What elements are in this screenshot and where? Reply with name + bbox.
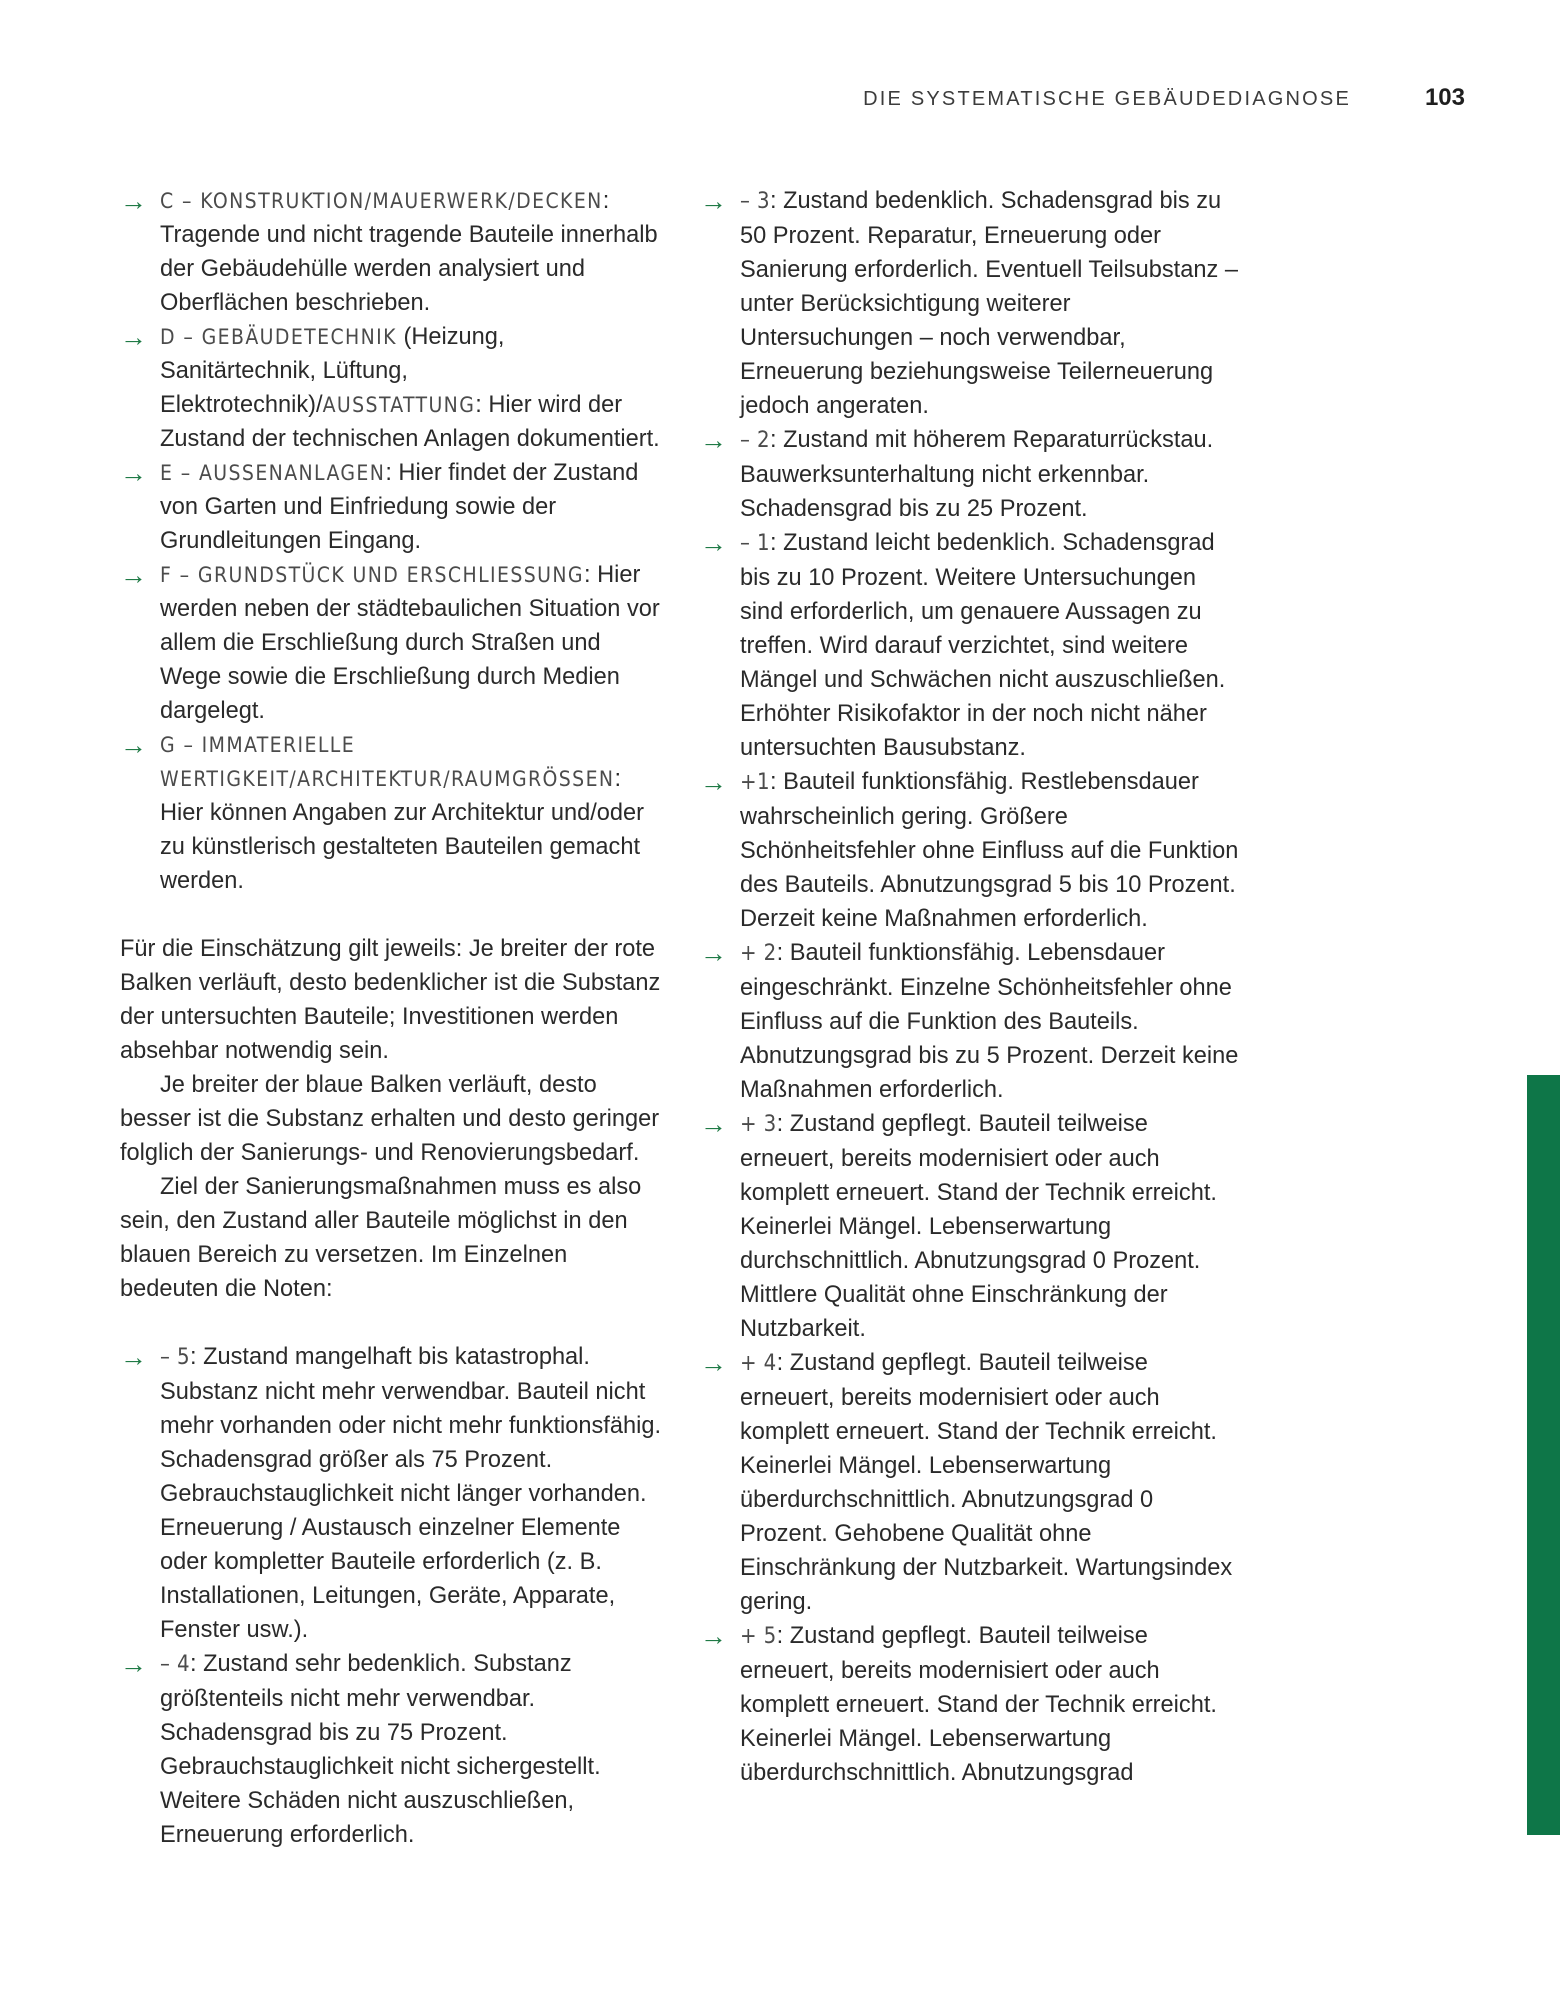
grade-label: + 4: [740, 1351, 777, 1376]
list-text: : Hier wird der Zustand der technischen Anlagen dokumentiert.: [160, 392, 660, 452]
grade-label: + 3: [740, 1112, 777, 1137]
list-keyword: G – IMMATERIELLE WERTIGKEIT/ARCHITEKTUR/RAUMGRÖSSEN: [160, 733, 615, 791]
grade-text: : Zustand sehr bedenklich. Substanz größtenteils nicht mehr verwendbar. Schadensgrad bis zu 75 Prozent. Gebrauchstauglichkeit nicht sichergestellt. Weitere Schäden nicht auszuschließen, Erneuerung erforderlich.: [160, 1651, 601, 1848]
grade-item: [700, 423, 1240, 526]
grade-label: – 5: [160, 1345, 190, 1370]
green-right-arrow-icon: →: [700, 528, 727, 558]
page-number: 103: [1424, 84, 1465, 111]
list-item-e: [120, 456, 665, 558]
list-text: : Hier werden neben der städtebaulichen Situation vor allem die Erschließung durch Straßen und Wege sowie die Erschließung durch Medien dargelegt.: [160, 562, 660, 724]
grade-item: [700, 1107, 1240, 1346]
green-right-arrow-icon: →: [700, 1621, 727, 1651]
list-item-g: [120, 728, 665, 898]
grade-text: : Zustand bedenklich. Schadensgrad bis zu 50 Prozent. Reparatur, Erneuerung oder Sanierung erforderlich. Eventuell Teilsubstanz – unter Berücksichtigung weiterer Untersuchungen – noch verwendbar, Erneuerung beziehungsweise Teilerneuerung jedoch angeraten.: [740, 188, 1238, 419]
page-header: [0, 84, 1560, 124]
grade-item: [700, 936, 1240, 1107]
list-text: (Heizung, Sanitärtechnik, Lüftung, Elektrotechnik)/: [160, 324, 505, 418]
grade-item: [700, 765, 1240, 936]
green-right-arrow-icon: →: [120, 730, 147, 760]
list-keyword: F – GRUNDSTÜCK UND ERSCHLIESSUNG: [160, 563, 584, 587]
green-right-arrow-icon: →: [700, 1348, 727, 1378]
grade-item: [700, 1619, 1240, 1790]
grade-label: +1: [740, 770, 770, 795]
green-right-arrow-icon: →: [700, 1109, 727, 1139]
grade-text: : Zustand gepflegt. Bauteil teilweise erneuert, bereits modernisiert oder auch komplett erneuert. Stand der Technik erreicht. Keinerlei Mängel. Lebenserwartung überdurchschnittlich. Abnutzungsgrad: [740, 1623, 1217, 1786]
spacer: [120, 898, 665, 932]
green-right-arrow-icon: →: [120, 560, 147, 590]
grade-label: + 5: [740, 1624, 777, 1649]
list-text: : Hier findet der Zustand von Garten und Einfriedung sowie der Grundleitungen Eingang.: [160, 460, 639, 554]
green-right-arrow-icon: →: [700, 938, 727, 968]
grade-item: [120, 1340, 665, 1647]
grade-item: [700, 184, 1240, 423]
green-right-arrow-icon: →: [700, 767, 727, 797]
chapter-side-tab: [1527, 1075, 1560, 1835]
green-right-arrow-icon: →: [700, 186, 727, 216]
list-keyword: E – AUSSENANLAGEN: [160, 461, 386, 485]
grade-text: : Zustand mit höherem Reparaturrückstau. Bauwerksunterhaltung nicht erkennbar. Schadensgrad bis zu 25 Prozent.: [740, 427, 1214, 522]
spacer: [120, 1306, 665, 1340]
list-keyword: D – GEBÄUDETECHNIK: [160, 325, 397, 349]
right-column: [700, 184, 1240, 1790]
grade-text: : Bauteil funktionsfähig. Lebensdauer eingeschränkt. Einzelne Schönheitsfehler ohne Einfluss auf die Funktion des Bauteils. Abnutzungsgrad bis zu 5 Prozent. Derzeit keine Maßnahmen erforderlich.: [740, 940, 1239, 1103]
list-item-d: [120, 320, 665, 456]
grade-text: : Zustand gepflegt. Bauteil teilweise erneuert, bereits modernisiert oder auch komplett erneuert. Stand der Technik erreicht. Keinerlei Mängel. Lebenserwartung durchschnittlich. Abnutzungsgrad 0 Prozent. Mittlere Qualität ohne Einschränkung der Nutzbarkeit.: [740, 1111, 1217, 1342]
grade-text: : Zustand gepflegt. Bauteil teilweise erneuert, bereits modernisiert oder auch komplett erneuert. Stand der Technik erreicht. Keinerlei Mängel. Lebenserwartung überdurchschnittlich. Abnutzungsgrad 0 Prozent. Gehobene Qualität ohne Einschränkung der Nutzbarkeit. Wartungsindex gering.: [740, 1350, 1233, 1615]
body-paragraph: Je breiter der blaue Balken verläuft, desto besser ist die Substanz erhalten und desto geringer folglich der Sanierungs- und Renovierungsbedarf.: [120, 1072, 660, 1166]
grade-label: – 4: [160, 1652, 190, 1677]
grade-item: [700, 526, 1240, 765]
list-item-c: [120, 184, 665, 320]
grade-label: – 1: [740, 531, 770, 556]
list-keyword: AUSSTATTUNG: [322, 393, 476, 417]
grade-label: + 2: [740, 941, 777, 966]
list-keyword: C – KONSTRUKTION/MAUERWERK/DECKEN: [160, 189, 603, 213]
green-right-arrow-icon: →: [120, 322, 147, 352]
running-title: DIE SYSTEMATISCHE GEBÄUDEDIAGNOSE: [863, 88, 1351, 110]
grade-item: [700, 1346, 1240, 1619]
grade-item: [120, 1647, 665, 1852]
body-paragraph: Ziel der Sanierungsmaßnahmen muss es also sein, den Zustand aller Bauteile möglichst in den blauen Bereich zu versetzen. Im Einzelnen bedeuten die Noten:: [120, 1174, 642, 1302]
green-right-arrow-icon: →: [120, 1649, 147, 1679]
green-right-arrow-icon: →: [120, 186, 147, 216]
body-paragraph: Für die Einschätzung gilt jeweils: Je breiter der rote Balken verläuft, desto bedenklicher ist die Substanz der untersuchten Bauteile; Investitionen werden absehbar notwendig sein.: [120, 936, 661, 1064]
green-right-arrow-icon: →: [120, 458, 147, 488]
green-right-arrow-icon: →: [120, 1342, 147, 1372]
list-text: : Hier können Angaben zur Architektur und/oder zu künstlerisch gestalteten Bauteilen gemacht werden.: [160, 766, 644, 894]
grade-text: : Zustand leicht bedenklich. Schadensgrad bis zu 10 Prozent. Weitere Untersuchungen sind erforderlich, um genauere Aussagen zu treffen. Wird darauf verzichtet, sind weitere Mängel und Schwächen nicht auszuschließen. Erhöhter Risikofaktor in der noch nicht näher untersuchten Bausubstanz.: [740, 530, 1226, 761]
grade-label: – 2: [740, 428, 770, 453]
list-item-f: [120, 558, 665, 728]
green-right-arrow-icon: →: [700, 425, 727, 455]
left-column: [120, 184, 665, 1852]
grade-text: : Zustand mangelhaft bis katastrophal. Substanz nicht mehr verwendbar. Bauteil nicht mehr vorhanden oder nicht mehr funktionsfähig. Schadensgrad größer als 75 Prozent. Gebrauchstauglichkeit nicht länger vorhanden. Erneuerung / Austausch einzelner Elemente oder kompletter Bauteile erforderlich (z. B. Installationen, Leitungen, Geräte, Apparate, Fenster usw.).: [160, 1344, 661, 1643]
list-text: : Tragende und nicht tragende Bauteile innerhalb der Gebäudehülle werden analysiert und Oberflächen beschrieben.: [160, 188, 658, 316]
grade-text: : Bauteil funktionsfähig. Restlebensdauer wahrscheinlich gering. Größere Schönheitsfehler ohne Einfluss auf die Funktion des Bauteils. Abnutzungsgrad 5 bis 10 Prozent. Derzeit keine Maßnahmen erforderlich.: [740, 769, 1239, 932]
grade-label: – 3: [740, 189, 770, 214]
